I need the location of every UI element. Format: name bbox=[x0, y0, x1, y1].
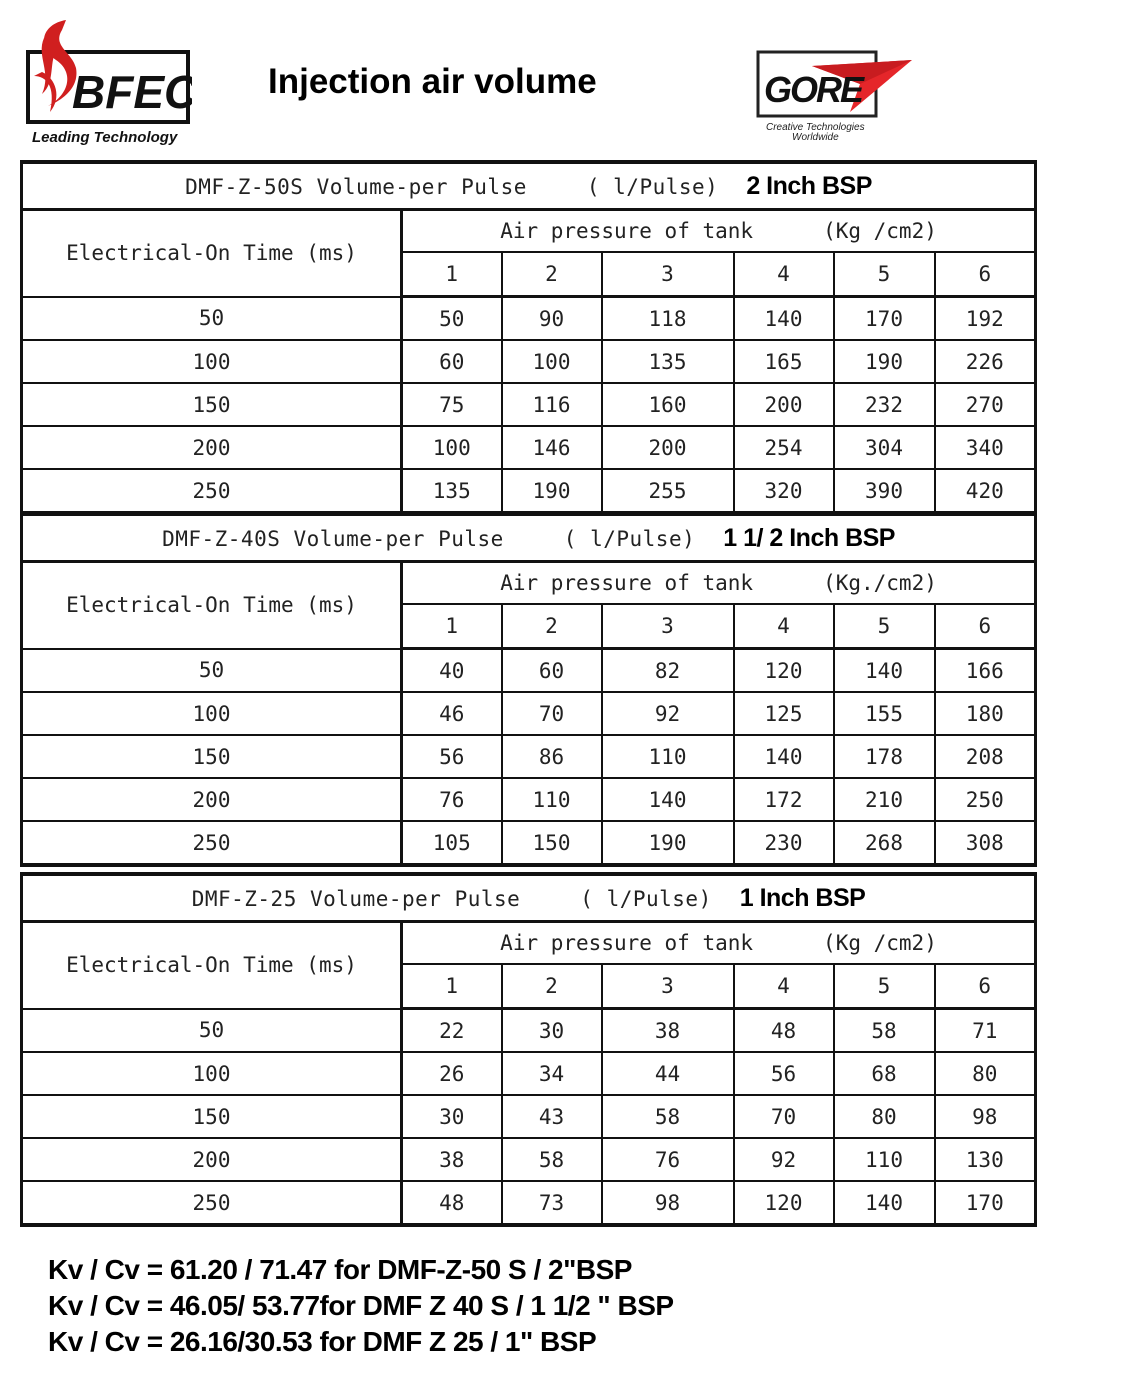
value-cell: 170 bbox=[834, 297, 935, 341]
bfec-logo-wordmark: BFEC bbox=[72, 66, 192, 118]
value-cell: 340 bbox=[935, 426, 1036, 469]
value-cell: 116 bbox=[502, 383, 602, 426]
value-cell: 135 bbox=[402, 469, 502, 513]
value-cell: 40 bbox=[402, 649, 502, 693]
value-cell: 200 bbox=[734, 383, 834, 426]
kv-cv-note: Kv / Cv = 26.16/30.53 for DMF Z 25 / 1" BSP bbox=[48, 1326, 597, 1357]
value-cell: 250 bbox=[935, 778, 1036, 821]
pressure-col-header: 5 bbox=[834, 964, 935, 1009]
caption-bsp-size: 1 Inch BSP bbox=[739, 883, 866, 912]
table-row bbox=[22, 692, 1036, 735]
pressure-unit: (Kg./cm2) bbox=[823, 571, 937, 595]
value-cell: 92 bbox=[734, 1138, 834, 1181]
caption-bsp-size: 1 1/ 2 Inch BSP bbox=[723, 523, 895, 552]
pressure-unit: (Kg /cm2) bbox=[823, 931, 937, 955]
value-cell: 60 bbox=[502, 649, 602, 693]
pressure-header bbox=[402, 562, 1036, 605]
value-cell: 71 bbox=[935, 1009, 1036, 1053]
value-cell: 100 bbox=[502, 340, 602, 383]
table-dmf-z-40s bbox=[20, 512, 1037, 867]
pressure-col-header: 5 bbox=[834, 604, 935, 649]
time-cell: 250 bbox=[22, 821, 402, 865]
gore-logo bbox=[752, 46, 917, 146]
gore-logo-wordmark: GORE bbox=[764, 69, 863, 110]
caption-model: DMF-Z-50S Volume-per Pulse bbox=[185, 174, 527, 199]
pressure-col-header: 1 bbox=[402, 964, 502, 1009]
value-cell: 390 bbox=[834, 469, 935, 513]
value-cell: 22 bbox=[402, 1009, 502, 1053]
time-cell: 150 bbox=[22, 1095, 402, 1138]
value-cell: 80 bbox=[935, 1052, 1036, 1095]
value-cell: 26 bbox=[402, 1052, 502, 1095]
value-cell: 190 bbox=[602, 821, 734, 865]
pressure-col-header: 2 bbox=[502, 252, 602, 297]
time-cell: 50 bbox=[22, 649, 402, 693]
pressure-label: Air pressure of tank bbox=[500, 931, 754, 955]
value-cell: 86 bbox=[502, 735, 602, 778]
value-cell: 135 bbox=[602, 340, 734, 383]
value-cell: 75 bbox=[402, 383, 502, 426]
value-cell: 56 bbox=[402, 735, 502, 778]
page-title: Injection air volume bbox=[268, 62, 597, 101]
pressure-col-header: 2 bbox=[502, 964, 602, 1009]
value-cell: 270 bbox=[935, 383, 1036, 426]
table-dmf-z-50s bbox=[20, 160, 1037, 515]
table-row bbox=[22, 1052, 1036, 1095]
kv-cv-notes bbox=[48, 1252, 674, 1360]
table-row bbox=[22, 1009, 1036, 1053]
value-cell: 60 bbox=[402, 340, 502, 383]
value-cell: 70 bbox=[734, 1095, 834, 1138]
bfec-logo-tagline: Leading Technology bbox=[32, 129, 178, 146]
value-cell: 320 bbox=[734, 469, 834, 513]
time-cell: 50 bbox=[22, 297, 402, 341]
pressure-col-header: 3 bbox=[602, 604, 734, 649]
time-cell: 100 bbox=[22, 1052, 402, 1095]
table-row bbox=[22, 1095, 1036, 1138]
value-cell: 58 bbox=[502, 1138, 602, 1181]
caption-bsp-size: 2 Inch BSP bbox=[746, 171, 872, 200]
value-cell: 110 bbox=[602, 735, 734, 778]
value-cell: 34 bbox=[502, 1052, 602, 1095]
pressure-col-header: 4 bbox=[734, 964, 834, 1009]
value-cell: 120 bbox=[734, 1181, 834, 1225]
pressure-col-header: 3 bbox=[602, 964, 734, 1009]
value-cell: 76 bbox=[402, 778, 502, 821]
value-cell: 30 bbox=[402, 1095, 502, 1138]
value-cell: 140 bbox=[734, 735, 834, 778]
pressure-header bbox=[402, 210, 1036, 253]
value-cell: 43 bbox=[502, 1095, 602, 1138]
value-cell: 100 bbox=[402, 426, 502, 469]
pressure-col-header: 4 bbox=[734, 252, 834, 297]
value-cell: 190 bbox=[834, 340, 935, 383]
value-cell: 140 bbox=[734, 297, 834, 341]
value-cell: 110 bbox=[834, 1138, 935, 1181]
value-cell: 130 bbox=[935, 1138, 1036, 1181]
value-cell: 146 bbox=[502, 426, 602, 469]
kv-cv-note: Kv / Cv = 46.05/ 53.77for DMF Z 40 S / 1 1/2 " BSP bbox=[48, 1290, 674, 1321]
value-cell: 80 bbox=[834, 1095, 935, 1138]
value-cell: 50 bbox=[402, 297, 502, 341]
value-cell: 118 bbox=[602, 297, 734, 341]
value-cell: 200 bbox=[602, 426, 734, 469]
value-cell: 120 bbox=[734, 649, 834, 693]
value-cell: 140 bbox=[602, 778, 734, 821]
value-cell: 30 bbox=[502, 1009, 602, 1053]
table-row bbox=[22, 649, 1036, 693]
value-cell: 208 bbox=[935, 735, 1036, 778]
pressure-label: Air pressure of tank bbox=[500, 571, 754, 595]
value-cell: 172 bbox=[734, 778, 834, 821]
value-cell: 210 bbox=[834, 778, 935, 821]
pressure-col-header: 5 bbox=[834, 252, 935, 297]
pressure-col-header: 2 bbox=[502, 604, 602, 649]
value-cell: 190 bbox=[502, 469, 602, 513]
gore-logo-tagline-2: Worldwide bbox=[792, 132, 839, 143]
pressure-label: Air pressure of tank bbox=[500, 219, 754, 243]
pressure-col-header: 4 bbox=[734, 604, 834, 649]
value-cell: 160 bbox=[602, 383, 734, 426]
bfec-logo bbox=[22, 16, 192, 148]
table-row bbox=[22, 297, 1036, 341]
value-cell: 140 bbox=[834, 649, 935, 693]
pressure-unit: (Kg /cm2) bbox=[823, 219, 937, 243]
pressure-header bbox=[402, 922, 1036, 965]
table-row bbox=[22, 778, 1036, 821]
value-cell: 70 bbox=[502, 692, 602, 735]
caption-model: DMF-Z-25 Volume-per Pulse bbox=[191, 886, 521, 911]
pressure-col-header: 1 bbox=[402, 252, 502, 297]
pressure-col-header: 1 bbox=[402, 604, 502, 649]
row-header-label: Electrical-On Time (ms) bbox=[22, 922, 402, 1009]
value-cell: 56 bbox=[734, 1052, 834, 1095]
table-row bbox=[22, 821, 1036, 865]
gore-logo-tagline-1: Creative Technologies bbox=[766, 122, 865, 133]
pressure-col-header: 6 bbox=[935, 604, 1036, 649]
caption-unit: ( l/Pulse) bbox=[563, 526, 696, 551]
value-cell: 105 bbox=[402, 821, 502, 865]
time-cell: 150 bbox=[22, 735, 402, 778]
value-cell: 140 bbox=[834, 1181, 935, 1225]
pressure-col-header: 6 bbox=[935, 252, 1036, 297]
kv-cv-note: Kv / Cv = 61.20 / 71.47 for DMF-Z-50 S / 2"BSP bbox=[48, 1254, 632, 1285]
time-cell: 250 bbox=[22, 1181, 402, 1225]
value-cell: 254 bbox=[734, 426, 834, 469]
value-cell: 308 bbox=[935, 821, 1036, 865]
table-row bbox=[22, 383, 1036, 426]
value-cell: 420 bbox=[935, 469, 1036, 513]
value-cell: 58 bbox=[602, 1095, 734, 1138]
time-cell: 250 bbox=[22, 469, 402, 513]
value-cell: 180 bbox=[935, 692, 1036, 735]
table-caption bbox=[22, 514, 1036, 562]
value-cell: 82 bbox=[602, 649, 734, 693]
time-cell: 100 bbox=[22, 340, 402, 383]
table-row bbox=[22, 426, 1036, 469]
caption-unit: ( l/Pulse) bbox=[580, 886, 712, 911]
time-cell: 200 bbox=[22, 1138, 402, 1181]
value-cell: 268 bbox=[834, 821, 935, 865]
row-header-label: Electrical-On Time (ms) bbox=[22, 210, 402, 297]
value-cell: 38 bbox=[402, 1138, 502, 1181]
value-cell: 98 bbox=[602, 1181, 734, 1225]
value-cell: 226 bbox=[935, 340, 1036, 383]
time-cell: 200 bbox=[22, 778, 402, 821]
pressure-col-header: 3 bbox=[602, 252, 734, 297]
table-row bbox=[22, 735, 1036, 778]
value-cell: 110 bbox=[502, 778, 602, 821]
pressure-col-header: 6 bbox=[935, 964, 1036, 1009]
time-cell: 150 bbox=[22, 383, 402, 426]
value-cell: 38 bbox=[602, 1009, 734, 1053]
table-row bbox=[22, 469, 1036, 513]
value-cell: 76 bbox=[602, 1138, 734, 1181]
table-caption bbox=[22, 874, 1036, 922]
table-caption bbox=[22, 162, 1036, 210]
value-cell: 155 bbox=[834, 692, 935, 735]
value-cell: 192 bbox=[935, 297, 1036, 341]
caption-model: DMF-Z-40S Volume-per Pulse bbox=[162, 526, 504, 551]
value-cell: 48 bbox=[402, 1181, 502, 1225]
table-row bbox=[22, 340, 1036, 383]
value-cell: 232 bbox=[834, 383, 935, 426]
table-dmf-z-25 bbox=[20, 872, 1037, 1227]
value-cell: 58 bbox=[834, 1009, 935, 1053]
value-cell: 150 bbox=[502, 821, 602, 865]
row-header-label: Electrical-On Time (ms) bbox=[22, 562, 402, 649]
value-cell: 255 bbox=[602, 469, 734, 513]
value-cell: 170 bbox=[935, 1181, 1036, 1225]
time-cell: 50 bbox=[22, 1009, 402, 1053]
caption-unit: ( l/Pulse) bbox=[586, 174, 719, 199]
value-cell: 304 bbox=[834, 426, 935, 469]
value-cell: 230 bbox=[734, 821, 834, 865]
value-cell: 166 bbox=[935, 649, 1036, 693]
value-cell: 68 bbox=[834, 1052, 935, 1095]
value-cell: 178 bbox=[834, 735, 935, 778]
time-cell: 200 bbox=[22, 426, 402, 469]
value-cell: 98 bbox=[935, 1095, 1036, 1138]
value-cell: 90 bbox=[502, 297, 602, 341]
value-cell: 92 bbox=[602, 692, 734, 735]
time-cell: 100 bbox=[22, 692, 402, 735]
value-cell: 125 bbox=[734, 692, 834, 735]
value-cell: 48 bbox=[734, 1009, 834, 1053]
table-row bbox=[22, 1181, 1036, 1225]
value-cell: 44 bbox=[602, 1052, 734, 1095]
value-cell: 165 bbox=[734, 340, 834, 383]
value-cell: 46 bbox=[402, 692, 502, 735]
table-row bbox=[22, 1138, 1036, 1181]
value-cell: 73 bbox=[502, 1181, 602, 1225]
